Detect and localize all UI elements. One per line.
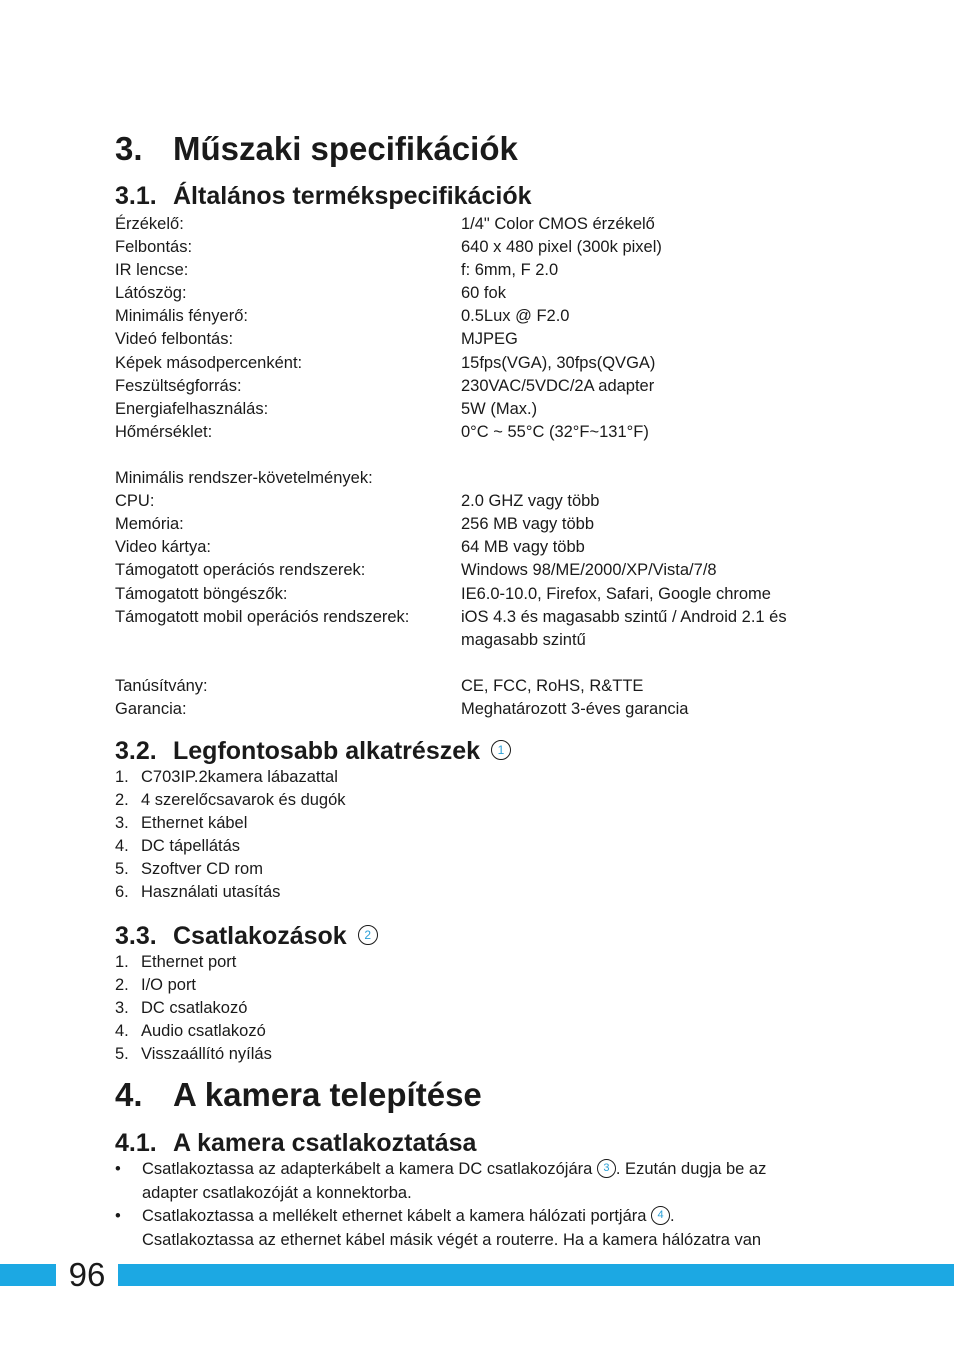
requirement-row: Támogatott operációs rendszerek: Windows 98/ME/2000/XP/Vista/7/8 xyxy=(115,561,717,580)
spec-row: Felbontás: 640 x 480 pixel (300k pixel) xyxy=(115,238,662,257)
bullet-item: • Csatlakoztassa az adapterkábelt a kamera DC csatlakozójára 3 . Ezután dugja be az adapter csatlakozóját a konnektorba. xyxy=(115,1160,767,1202)
instruction-bullets xyxy=(115,1158,825,1252)
requirement-row: Támogatott böngészők: IE6.0-10.0, Firefox, Safari, Google chrome xyxy=(115,584,771,603)
list-item: 3. DC csatlakozó xyxy=(115,999,248,1017)
requirement-row: Memória: 256 MB vagy több xyxy=(115,515,594,534)
requirement-row-continuation: magasabb szintű xyxy=(461,630,586,649)
spec-row: IR lencse: f: 6mm, F 2.0 xyxy=(115,261,559,280)
list-item: 5. Szoftver CD rom xyxy=(115,860,263,878)
section-3-heading: 3. Műszaki specifikációk xyxy=(115,130,518,167)
section-3-1-heading: 3.1. Általános termékspecifikációk xyxy=(115,182,532,210)
list-item: 2. I/O port xyxy=(115,976,197,994)
requirement-row: CPU: 2.0 GHZ vagy több xyxy=(115,492,600,511)
spec-row: Minimális fényerő: 0.5Lux @ F2.0 xyxy=(115,307,570,326)
spec-row: Videó felbontás: MJPEG xyxy=(115,330,518,349)
list-item: 3. Ethernet kábel xyxy=(115,814,248,832)
bullet-item: • Csatlakoztassa a mellékelt ethernet kábelt a kamera hálózati portjára 4 . Csatlakoztassa az ethernet kábel másik végét a routerre. Ha a kamera hálózatra van xyxy=(115,1207,762,1249)
cert-row: Garancia: Meghatározott 3-éves garancia xyxy=(115,699,689,718)
list-item: 1. C703IP.2kamera lábazattal xyxy=(115,768,338,786)
spec-table xyxy=(115,213,835,721)
callout-badge: 2 xyxy=(358,925,378,945)
spec-row: Hőmérséklet: 0°C ~ 55°C (32°F~131°F) xyxy=(115,422,649,441)
spec-row: Energiafelhasználás: 5W (Max.) xyxy=(115,399,538,418)
callout-badge: 3 xyxy=(597,1159,616,1178)
list-item: 4. Audio csatlakozó xyxy=(115,1022,266,1040)
section-3-3-heading: 3.3. Csatlakozások 2 xyxy=(115,921,378,951)
section-4-heading: 4. A kamera telepítése xyxy=(115,1076,482,1113)
page-number: 96 xyxy=(68,1256,106,1293)
callout-badge: 1 xyxy=(491,740,511,760)
callout-badge: 4 xyxy=(651,1206,670,1225)
requirements-label: Minimális rendszer-követelmények: xyxy=(115,469,373,488)
parts-list xyxy=(115,766,346,904)
section-3-2-heading: 3.2. Legfontosabb alkatrészek 1 xyxy=(115,736,511,766)
list-item: 6. Használati utasítás xyxy=(115,883,281,901)
requirement-row: Video kártya: 64 MB vagy több xyxy=(115,538,585,557)
cert-row: Tanúsítvány: CE, FCC, RoHS, R&TTE xyxy=(115,676,644,695)
spec-row: Feszültségforrás: 230VAC/5VDC/2A adapter xyxy=(115,376,655,395)
requirement-row: Támogatott mobil operációs rendszerek: iOS 4.3 és magasabb szintű / Android 2.1 és xyxy=(115,607,787,626)
list-item: 4. DC tápellátás xyxy=(115,837,241,855)
spec-row: Érzékelő: 1/4" Color CMOS érzékelő xyxy=(115,215,655,233)
spec-row: Látószög: 60 fok xyxy=(115,284,506,303)
list-item: 5. Visszaállító nyílás xyxy=(115,1045,272,1063)
section-4-1-heading: 4.1. A kamera csatlakoztatása xyxy=(115,1129,477,1157)
connections-list xyxy=(115,951,272,1066)
list-item: 1. Ethernet port xyxy=(115,953,237,971)
footer-bar xyxy=(0,1264,954,1286)
spec-row: Képek másodpercenként: 15fps(VGA), 30fps(QVGA) xyxy=(115,353,656,372)
list-item: 2. 4 szerelőcsavarok és dugók xyxy=(115,791,346,809)
